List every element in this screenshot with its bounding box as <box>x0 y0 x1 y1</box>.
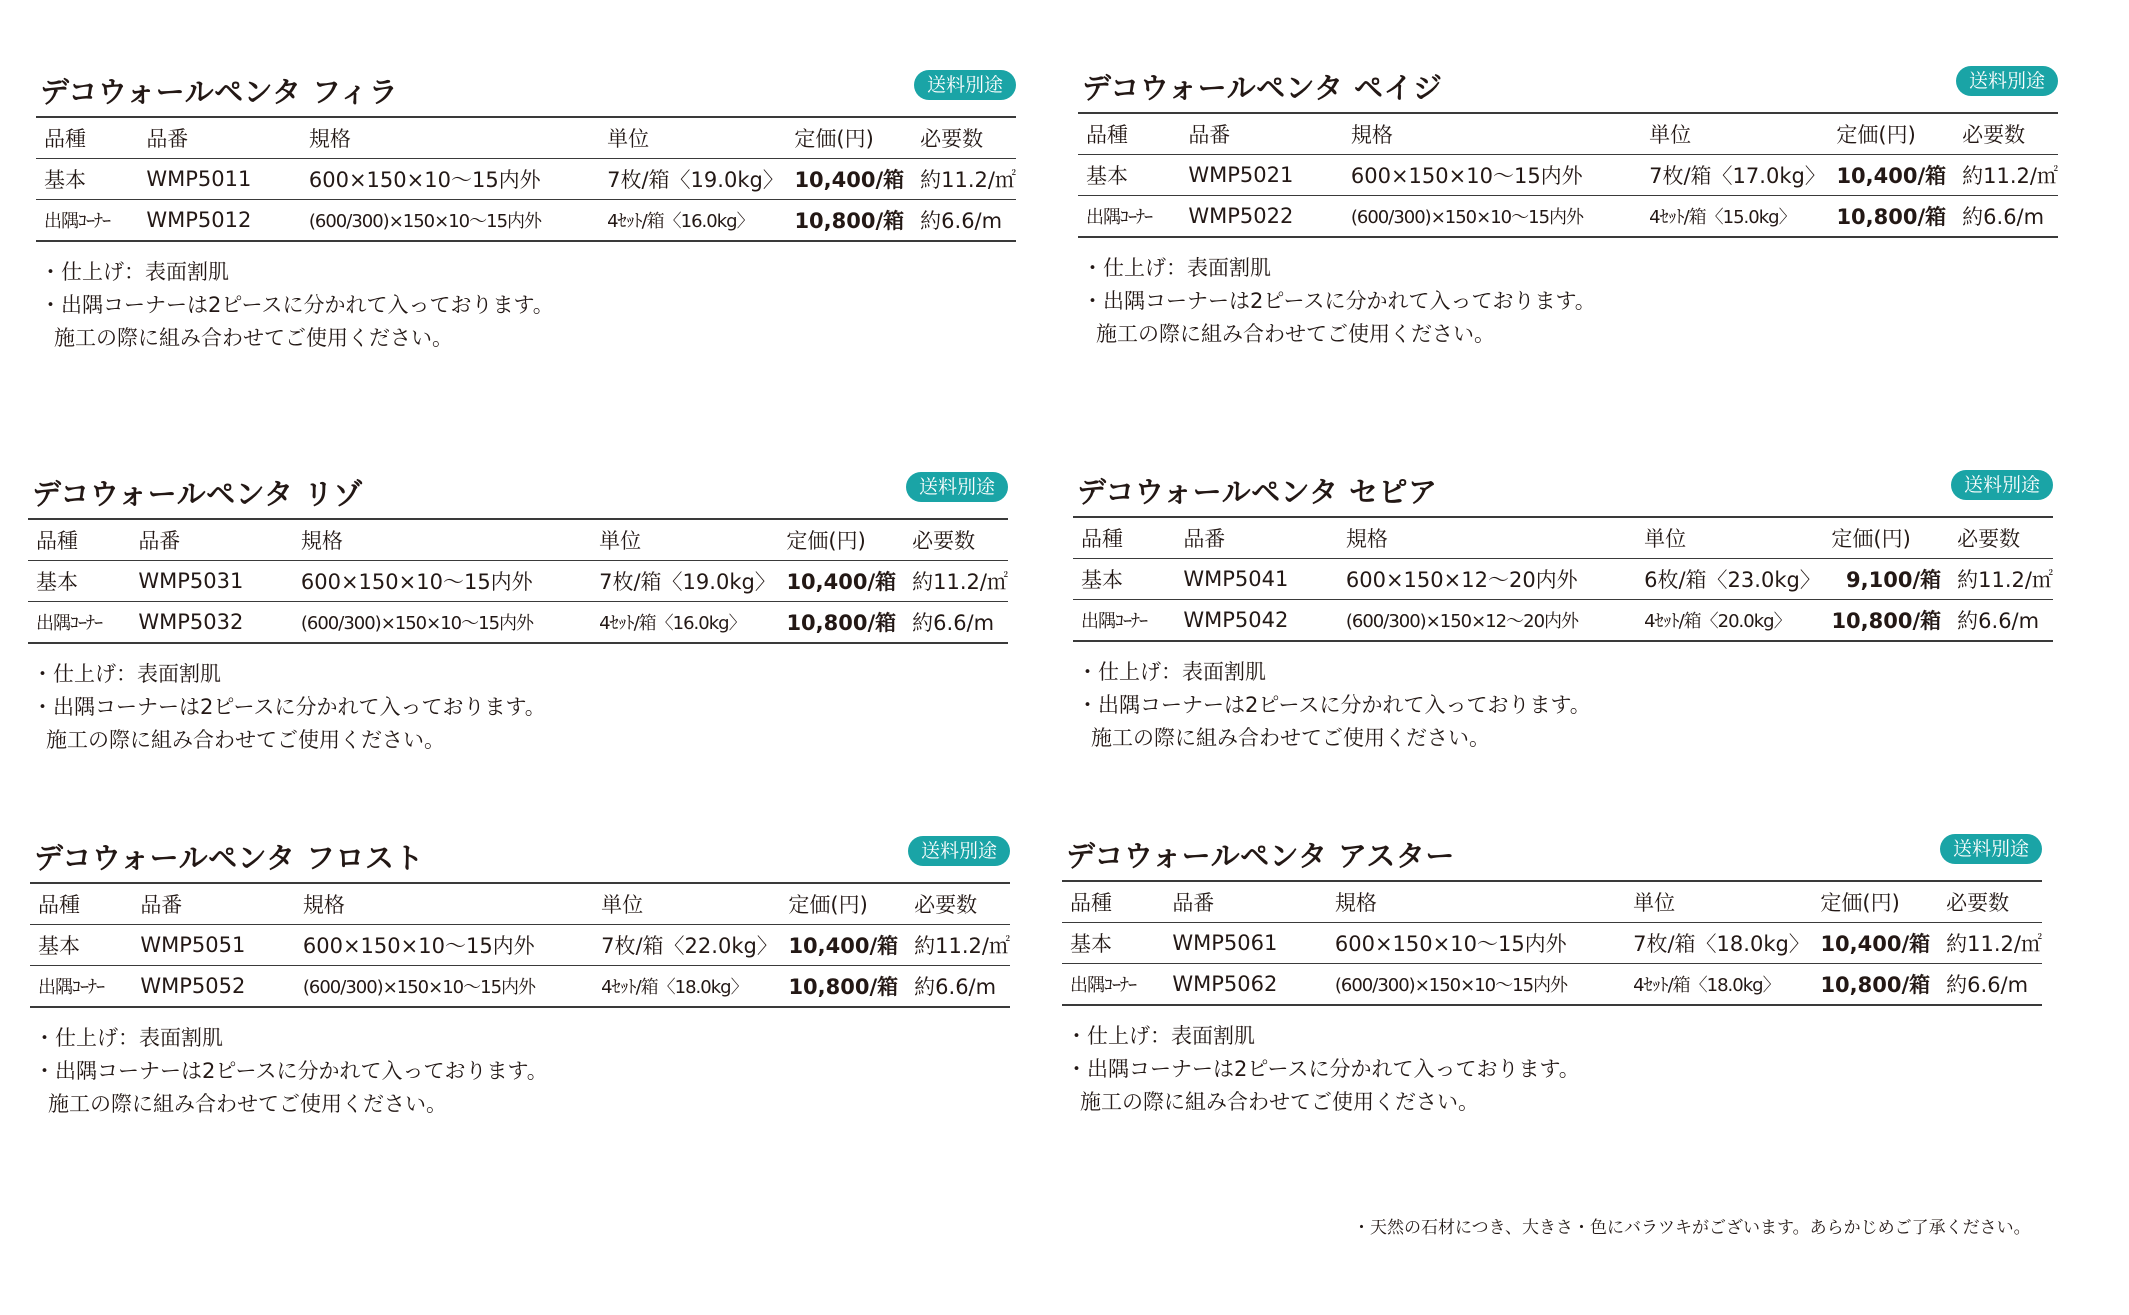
cell-qty: 約6.6/m <box>912 611 995 635</box>
cell-kind: 基本 <box>1081 568 1123 592</box>
column-header: 単位 <box>1644 527 1687 551</box>
cell-unit: 4ｾｯﾄ/箱〈16.0kg〉 <box>599 613 746 634</box>
cell-price: 10,400/箱 <box>786 570 897 594</box>
cell-price: 10,800/箱 <box>786 611 897 635</box>
cell-code: WMP5012 <box>146 208 252 232</box>
column-header: 単位 <box>1649 123 1692 147</box>
cell-spec: 600×150×10〜15内外 <box>1334 932 1567 956</box>
block-header <box>1078 62 2058 108</box>
cell-code: WMP5021 <box>1188 163 1294 187</box>
product-block <box>36 66 1016 355</box>
note-line: 施工の際に組み合わせてご使用ください。 <box>1096 322 1495 346</box>
table-header-row <box>1078 113 2058 155</box>
product-table <box>30 882 1010 1008</box>
table-header-row <box>28 519 1008 561</box>
cell-spec: (600/300)×150×10〜15内外 <box>300 613 534 634</box>
cell-qty: 約6.6/m <box>1946 973 2029 997</box>
cell-kind: 出隅ｺｰﾅｰ <box>38 977 104 998</box>
note-line: ・出隅コーナーは2ピースに分かれて入っております。 <box>1077 693 1591 717</box>
note-line: ・出隅コーナーは2ピースに分かれて入っております。 <box>1082 289 1596 313</box>
cell-qty: 約6.6/m <box>914 975 997 999</box>
cell-price: 10,800/箱 <box>788 975 899 999</box>
cell-spec: 600×150×10〜15内外 <box>300 570 533 594</box>
column-header: 品種 <box>1081 527 1123 551</box>
block-title: デコウォールペンタ セピア <box>1077 475 1438 509</box>
block-title: デコウォールペンタ ペイジ <box>1082 71 1443 105</box>
shipping-badge: 送料別途 <box>908 836 1010 866</box>
column-header: 単位 <box>1633 891 1676 915</box>
column-header: 品番 <box>1188 123 1231 147</box>
cell-code: WMP5052 <box>140 974 246 998</box>
product-table <box>28 518 1008 644</box>
column-header: 定価(円) <box>786 529 866 553</box>
cell-code: WMP5042 <box>1183 608 1289 632</box>
cell-kind: 出隅ｺｰﾅｰ <box>1070 975 1136 996</box>
column-header: 品種 <box>1086 123 1128 147</box>
cell-code: WMP5032 <box>138 610 244 634</box>
cell-kind: 基本 <box>38 934 80 958</box>
shipping-badge: 送料別途 <box>1940 834 2042 864</box>
cell-kind: 基本 <box>44 168 86 192</box>
product-table <box>36 116 1016 242</box>
cell-qty: 約11.2/㎡ <box>914 934 1010 958</box>
shipping-badge: 送料別途 <box>914 70 1016 100</box>
cell-spec: (600/300)×150×10〜15内外 <box>308 211 542 232</box>
note-line: ・仕上げ：表面割肌 <box>1082 256 1271 280</box>
cell-price: 10,800/箱 <box>1820 973 1931 997</box>
shipping-badge: 送料別途 <box>1951 470 2053 500</box>
column-header: 品番 <box>140 893 183 917</box>
note-line: 施工の際に組み合わせてご使用ください。 <box>46 728 445 752</box>
column-header: 定価(円) <box>794 127 874 151</box>
cell-qty: 約6.6/m <box>1962 205 2045 229</box>
block-title: デコウォールペンタ アスター <box>1066 839 1455 873</box>
cell-qty: 約6.6/m <box>920 209 1003 233</box>
cell-kind: 基本 <box>1086 164 1128 188</box>
table-row <box>1062 923 2042 964</box>
column-header: 単位 <box>601 893 644 917</box>
column-header: 規格 <box>1334 891 1377 915</box>
cell-price: 10,400/箱 <box>794 168 905 192</box>
column-header: 定価(円) <box>1831 527 1911 551</box>
note-line: 施工の際に組み合わせてご使用ください。 <box>48 1092 447 1116</box>
block-title: デコウォールペンタ リゾ <box>32 477 364 511</box>
column-header: 規格 <box>302 893 345 917</box>
column-header: 品種 <box>1070 891 1112 915</box>
column-header: 定価(円) <box>1820 891 1900 915</box>
column-header: 品番 <box>146 127 189 151</box>
cell-unit: 7枚/箱〈18.0kg〉 <box>1633 932 1810 956</box>
cell-unit: 4ｾｯﾄ/箱〈16.0kg〉 <box>607 211 754 232</box>
column-header: 品番 <box>1172 891 1215 915</box>
cell-unit: 4ｾｯﾄ/箱〈15.0kg〉 <box>1649 207 1796 228</box>
cell-kind: 出隅ｺｰﾅｰ <box>1086 207 1152 228</box>
table-header-row <box>1073 517 2053 559</box>
block-title: デコウォールペンタ フィラ <box>40 75 399 109</box>
cell-kind: 基本 <box>1070 932 1112 956</box>
table-header-row <box>1062 881 2042 923</box>
product-block <box>1073 466 2053 755</box>
column-header: 単位 <box>607 127 650 151</box>
column-header: 品番 <box>1183 527 1226 551</box>
column-header: 必要数 <box>914 893 978 917</box>
note-line: ・仕上げ：表面割肌 <box>40 260 229 284</box>
column-header: 規格 <box>308 127 351 151</box>
block-title: デコウォールペンタ フロスト <box>34 841 425 875</box>
cell-price: 10,400/箱 <box>788 934 899 958</box>
note-line: ・出隅コーナーは2ピースに分かれて入っております。 <box>1066 1057 1580 1081</box>
cell-spec: 600×150×10〜15内外 <box>1350 164 1583 188</box>
cell-spec: (600/300)×150×12〜20内外 <box>1345 611 1579 632</box>
cell-code: WMP5061 <box>1172 931 1278 955</box>
block-header <box>36 66 1016 112</box>
cell-price: 9,100/箱 <box>1846 568 1942 592</box>
cell-code: WMP5041 <box>1183 567 1289 591</box>
cell-spec: (600/300)×150×10〜15内外 <box>1334 975 1568 996</box>
cell-qty: 約11.2/㎡ <box>912 570 1008 594</box>
column-header: 規格 <box>1345 527 1388 551</box>
column-header: 定価(円) <box>1836 123 1916 147</box>
notes <box>36 256 1016 355</box>
table-row <box>1073 600 2053 642</box>
cell-price: 10,400/箱 <box>1836 164 1947 188</box>
cell-unit: 4ｾｯﾄ/箱〈18.0kg〉 <box>601 977 748 998</box>
column-header: 品種 <box>44 127 86 151</box>
table-row <box>30 966 1010 1008</box>
column-header: 単位 <box>599 529 642 553</box>
note-line: ・出隅コーナーは2ピースに分かれて入っております。 <box>32 695 546 719</box>
column-header: 定価(円) <box>788 893 868 917</box>
note-line: ・仕上げ：表面割肌 <box>34 1026 223 1050</box>
note-line: 施工の際に組み合わせてご使用ください。 <box>54 326 453 350</box>
block-header <box>1073 466 2053 512</box>
product-block <box>28 468 1008 757</box>
table-row <box>30 925 1010 966</box>
cell-code: WMP5031 <box>138 569 244 593</box>
product-table <box>1062 880 2042 1006</box>
note-line: ・出隅コーナーは2ピースに分かれて入っております。 <box>34 1059 548 1083</box>
cell-kind: 出隅ｺｰﾅｰ <box>36 613 102 634</box>
cell-qty: 約11.2/㎡ <box>1962 164 2058 188</box>
cell-kind: 基本 <box>36 570 78 594</box>
cell-unit: 7枚/箱〈22.0kg〉 <box>601 934 778 958</box>
column-header: 規格 <box>1350 123 1393 147</box>
column-header: 必要数 <box>1957 527 2021 551</box>
product-table <box>1073 516 2053 642</box>
note-line: ・仕上げ：表面割肌 <box>32 662 221 686</box>
notes <box>30 1022 1010 1121</box>
table-row <box>36 159 1016 200</box>
note-line: 施工の際に組み合わせてご使用ください。 <box>1091 726 1490 750</box>
cell-spec: (600/300)×150×10〜15内外 <box>1350 207 1584 228</box>
cell-code: WMP5022 <box>1188 204 1294 228</box>
product-block <box>1062 830 2042 1119</box>
cell-price: 10,800/箱 <box>794 209 905 233</box>
shipping-badge: 送料別途 <box>1956 66 2058 96</box>
column-header: 必要数 <box>920 127 984 151</box>
cell-price: 10,800/箱 <box>1836 205 1947 229</box>
product-block <box>1078 62 2058 351</box>
cell-spec: 600×150×10〜15内外 <box>302 934 535 958</box>
footnote: ・天然の石材につき、大きさ・色にバラツキがございます。あらかじめご了承ください。 <box>1353 1218 2031 1238</box>
cell-kind: 出隅ｺｰﾅｰ <box>44 211 110 232</box>
column-header: 必要数 <box>912 529 976 553</box>
notes <box>1062 1020 2042 1119</box>
column-header: 品種 <box>36 529 78 553</box>
cell-price: 10,800/箱 <box>1831 609 1942 633</box>
cell-code: WMP5011 <box>146 167 252 191</box>
cell-unit: 6枚/箱〈23.0kg〉 <box>1644 568 1821 592</box>
cell-unit: 4ｾｯﾄ/箱〈20.0kg〉 <box>1644 611 1791 632</box>
table-row <box>28 561 1008 602</box>
cell-unit: 7枚/箱〈17.0kg〉 <box>1649 164 1826 188</box>
note-line: 施工の際に組み合わせてご使用ください。 <box>1080 1090 1479 1114</box>
cell-spec: 600×150×12〜20内外 <box>1345 568 1578 592</box>
notes <box>1078 252 2058 351</box>
table-row <box>28 602 1008 644</box>
table-row <box>1078 155 2058 196</box>
table-row <box>1073 559 2053 600</box>
table-header-row <box>36 117 1016 159</box>
column-header: 品番 <box>138 529 181 553</box>
column-header: 品種 <box>38 893 80 917</box>
note-line: ・仕上げ：表面割肌 <box>1066 1024 1255 1048</box>
column-header: 必要数 <box>1946 891 2010 915</box>
table-header-row <box>30 883 1010 925</box>
column-header: 規格 <box>300 529 343 553</box>
cell-code: WMP5062 <box>1172 972 1278 996</box>
cell-unit: 4ｾｯﾄ/箱〈18.0kg〉 <box>1633 975 1780 996</box>
cell-spec: 600×150×10〜15内外 <box>308 168 541 192</box>
shipping-badge: 送料別途 <box>906 472 1008 502</box>
cell-price: 10,400/箱 <box>1820 932 1931 956</box>
cell-code: WMP5051 <box>140 933 246 957</box>
cell-kind: 出隅ｺｰﾅｰ <box>1081 611 1147 632</box>
cell-qty: 約11.2/㎡ <box>1946 932 2042 956</box>
cell-unit: 7枚/箱〈19.0kg〉 <box>599 570 776 594</box>
table-row <box>1062 964 2042 1006</box>
table-row <box>1078 196 2058 238</box>
cell-qty: 約11.2/㎡ <box>920 168 1016 192</box>
table-row <box>36 200 1016 242</box>
cell-qty: 約6.6/m <box>1957 609 2040 633</box>
note-line: ・仕上げ：表面割肌 <box>1077 660 1266 684</box>
note-line: ・出隅コーナーは2ピースに分かれて入っております。 <box>40 293 554 317</box>
block-header <box>28 468 1008 514</box>
block-header <box>1062 830 2042 876</box>
notes <box>28 658 1008 757</box>
cell-unit: 7枚/箱〈19.0kg〉 <box>607 168 784 192</box>
block-header <box>30 832 1010 878</box>
column-header: 必要数 <box>1962 123 2026 147</box>
product-block <box>30 832 1010 1121</box>
cell-spec: (600/300)×150×10〜15内外 <box>302 977 536 998</box>
product-table <box>1078 112 2058 238</box>
notes <box>1073 656 2053 755</box>
cell-qty: 約11.2/㎡ <box>1957 568 2053 592</box>
